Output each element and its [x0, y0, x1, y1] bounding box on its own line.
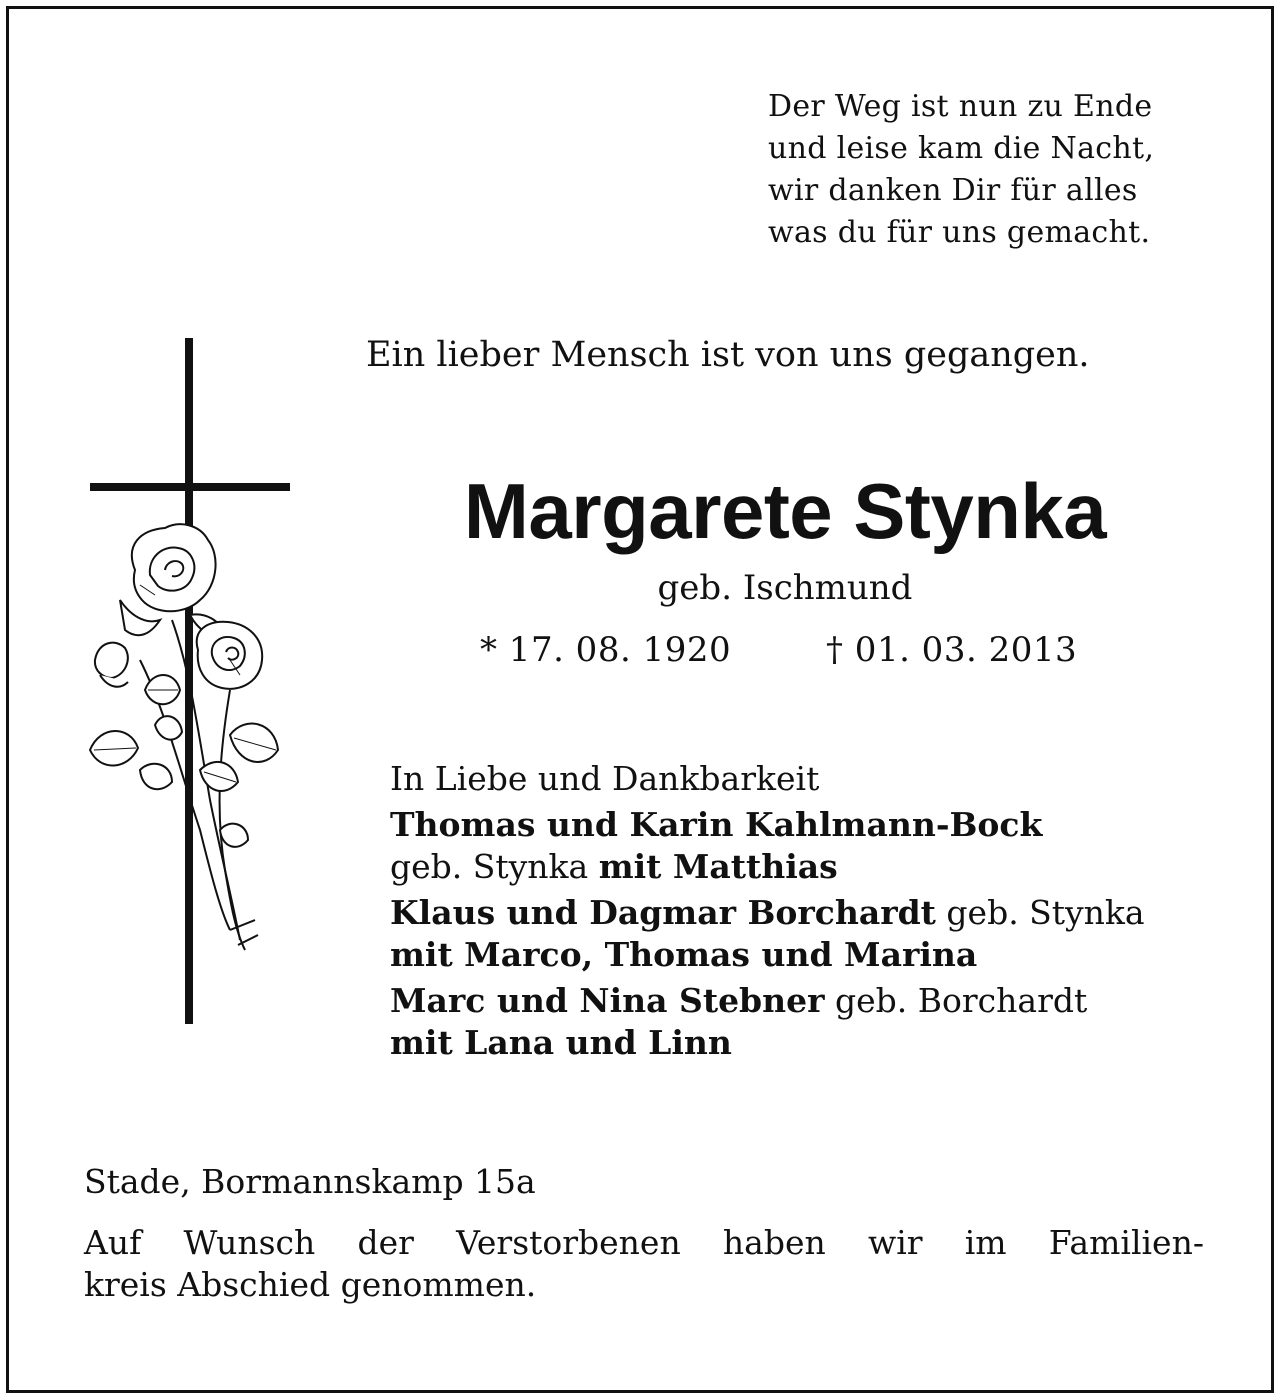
- family-line: [390, 804, 1145, 846]
- family-signatures: [390, 758, 1145, 1064]
- family-names: mit Marco, Thomas und Marina: [390, 935, 978, 974]
- family-line: [390, 892, 1145, 934]
- family-note: geb. Stynka: [390, 847, 599, 886]
- family-line: [390, 934, 1145, 976]
- family-note: geb. Stynka: [935, 893, 1145, 932]
- family-line: [390, 1022, 1145, 1064]
- family-heading: In Liebe und Dankbarkeit: [390, 759, 820, 798]
- address: Stade, Bormannskamp 15a: [84, 1162, 536, 1201]
- family-names: Klaus und Dagmar Borchardt: [390, 893, 936, 932]
- death-date: † 01. 03. 2013: [826, 630, 1078, 670]
- family-names: mit Lana und Linn: [390, 1023, 732, 1062]
- family-line: [390, 846, 1145, 888]
- family-names: Marc und Nina Stebner: [390, 981, 825, 1020]
- poem-line: was du für uns gemacht.: [768, 215, 1151, 250]
- deceased-name: Margarete Stynka: [463, 467, 1107, 555]
- family-names: mit Matthias: [598, 847, 838, 886]
- family-names: Thomas und Karin Kahlmann-Bock: [390, 805, 1043, 844]
- poem-line: Der Weg ist nun zu Ende: [768, 89, 1153, 124]
- poem-line: wir danken Dir für alles: [768, 173, 1138, 208]
- maiden-name: geb. Ischmund: [657, 568, 913, 608]
- closing-line: Auf Wunsch der Verstorbenen haben wir im Familien-: [84, 1223, 1204, 1262]
- family-line: [390, 980, 1145, 1022]
- poem: [768, 86, 1154, 254]
- cross-with-roses-icon: [80, 330, 300, 1030]
- closing-note: [84, 1222, 1204, 1306]
- closing-line: kreis Abschied genommen.: [84, 1265, 537, 1304]
- birth-date: * 17. 08. 1920: [480, 630, 732, 670]
- intro-text: Ein lieber Mensch ist von uns gegangen.: [366, 335, 1090, 375]
- poem-line: und leise kam die Nacht,: [768, 131, 1155, 166]
- family-note: geb. Borchardt: [824, 981, 1088, 1020]
